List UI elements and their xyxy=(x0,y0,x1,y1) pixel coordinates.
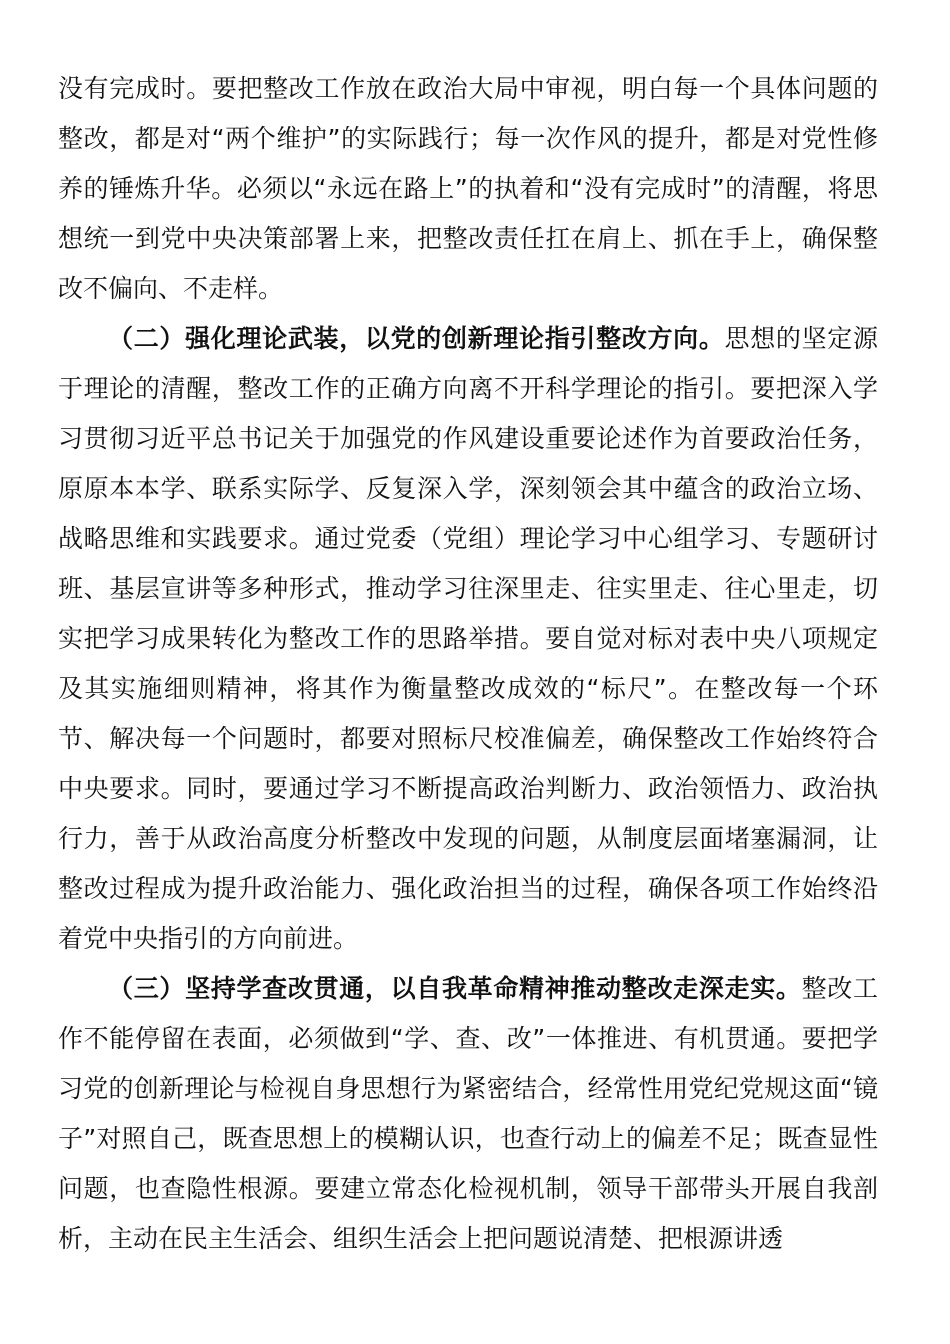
paragraph-section-2 xyxy=(58,314,878,964)
paragraph-continuation xyxy=(58,64,878,314)
paragraph-text: 思想的坚定源于理论的清醒，整改工作的正确方向离不开科学理论的指引。要把深入学习贯彻习近平总书记关于加强党的作风建设重要论述作为首要政治任务，原原本本学、联系实际学、反复深入学，深刻领会其中蕴含的政治立场、战略思维和实践要求。通过党委（党组）理论学习中心组学习、专题研讨班、基层宣讲等多种形式，推动学习往深里走、往实里走、往心里走，切实把学习成果转化为整改工作的思路举措。要自觉对标对表中央八项规定及其实施细则精神，将其作为衡量整改成效的“标尺”。在整改每一个环节、解决每一个问题时，都要对照标尺校准偏差，确保整改工作始终符合中央要求。同时，要通过学习不断提高政治判断力、政治领悟力、政治执行力，善于从政治高度分析整改中发现的问题，从制度层面堵塞漏洞，让整改过程成为提升政治能力、强化政治担当的过程，确保各项工作始终沿着党中央指引的方向前进。 xyxy=(58,324,878,953)
paragraph-section-3 xyxy=(58,964,878,1264)
paragraph-text: 整改工作不能停留在表面，必须做到“学、查、改”一体推进、有机贯通。要把学习党的创新理论与检视自身思想行为紧密结合，经常性用党纪党规这面“镜子”对照自己，既查思想上的模糊认识，也查行动上的偏差不足；既查显性问题，也查隐性根源。要建立常态化检视机制，领导干部带头开展自我剖析，主动在民主生活会、组织生活会上把问题说清楚、把根源讲透 xyxy=(58,974,878,1253)
document-page xyxy=(58,64,878,1264)
section-heading-2: （二）强化理论武装，以党的创新理论指引整改方向。 xyxy=(108,324,725,353)
section-heading-3: （三）坚持学查改贯通，以自我革命精神推动整改走深走实。 xyxy=(108,974,802,1003)
paragraph-text: 没有完成时。要把整改工作放在政治大局中审视，明白每一个具体问题的整改，都是对“两个维护”的实际践行；每一次作风的提升，都是对党性修养的锤炼升华。必须以“永远在路上”的执着和“没有完成时”的清醒，将思想统一到党中央决策部署上来，把整改责任扛在肩上、抓在手上，确保整改不偏向、不走样。 xyxy=(58,74,878,303)
